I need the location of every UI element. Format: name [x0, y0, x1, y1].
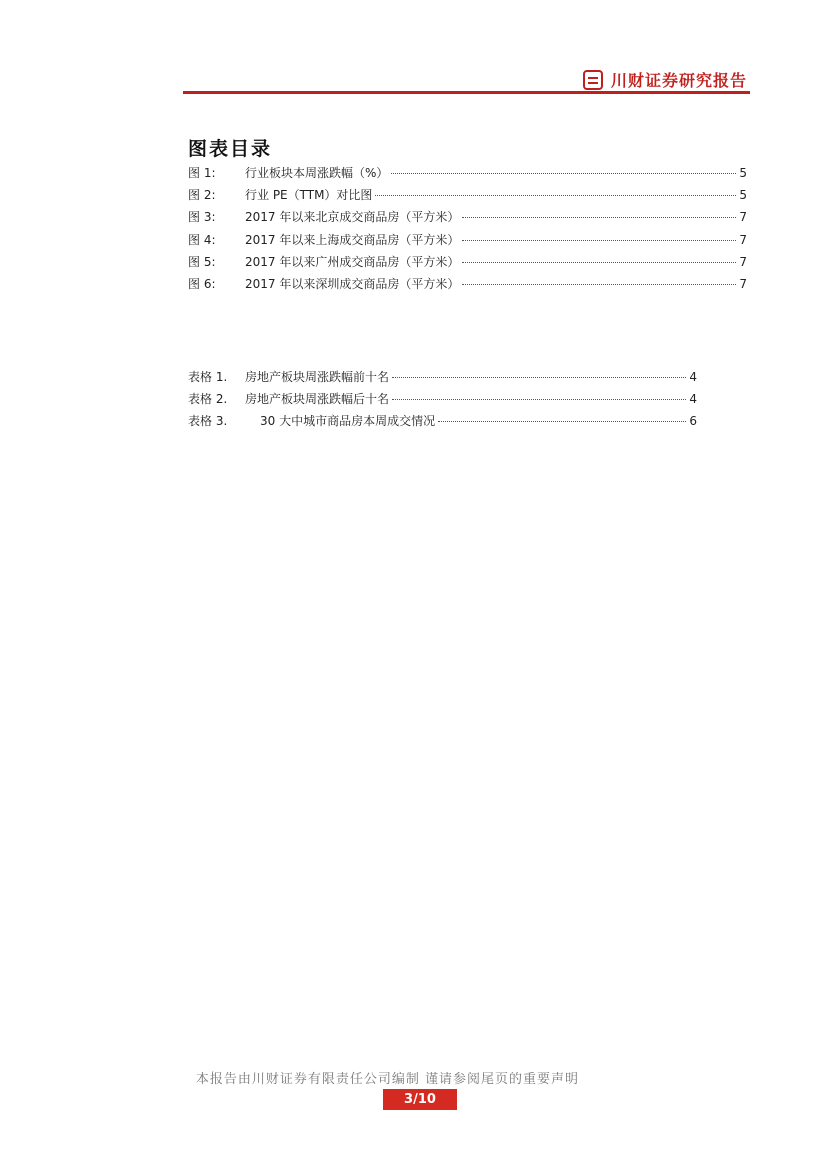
- entry-label: 图 3:: [188, 210, 216, 225]
- entry-label: 表格 2.: [188, 392, 228, 407]
- entry-page: 7: [739, 210, 747, 225]
- entry-label: 图 1:: [188, 166, 216, 180]
- dot-leader: [375, 194, 736, 196]
- table-list: [188, 368, 697, 435]
- toc-entry-figure-5[interactable]: [188, 253, 747, 275]
- entry-page: 7: [739, 254, 747, 269]
- entry-label: 图 2:: [188, 188, 216, 203]
- toc-title: 图表目录: [188, 138, 273, 160]
- entry-title: 房地产板块周涨跌幅前十名: [245, 370, 390, 384]
- entry-label: 表格 3.: [188, 414, 228, 429]
- entry-page: 4: [689, 370, 697, 384]
- dot-leader: [391, 172, 736, 174]
- entry-label: 表格 1.: [188, 370, 228, 384]
- entry-title: 行业 PE（TTM）对比图: [245, 188, 373, 203]
- entry-label: 图 4:: [188, 232, 216, 247]
- chuancai-logo-icon: [583, 70, 603, 90]
- entry-page: 6: [689, 414, 697, 429]
- entry-page: 5: [739, 166, 747, 180]
- dot-leader: [462, 261, 736, 263]
- dot-leader: [462, 239, 736, 241]
- toc-entry-figure-4[interactable]: [188, 231, 747, 253]
- entry-title: 2017 年以来上海成交商品房（平方米）: [245, 232, 460, 247]
- dot-leader: [462, 216, 736, 218]
- toc-entry-figure-6[interactable]: [188, 275, 747, 297]
- dot-leader: [392, 398, 686, 400]
- toc-entry-figure-1[interactable]: [188, 164, 747, 186]
- entry-title: 2017 年以来北京成交商品房（平方米）: [245, 210, 460, 225]
- entry-page: 7: [739, 276, 747, 291]
- toc-entry-table-2[interactable]: [188, 390, 697, 412]
- header-rule: [183, 91, 750, 94]
- entry-title: 行业板块本周涨跌幅（%）: [245, 166, 389, 180]
- entry-page: 7: [739, 232, 747, 247]
- dot-leader: [462, 283, 736, 285]
- toc-entry-table-3[interactable]: [188, 412, 697, 434]
- toc-entry-figure-2[interactable]: [188, 186, 747, 208]
- entry-title: 房地产板块周涨跌幅后十名: [245, 392, 390, 407]
- entry-title: 2017 年以来广州成交商品房（平方米）: [245, 254, 460, 269]
- footer-disclaimer: 本报告由川财证券有限责任公司编制 谨请参阅尾页的重要声明: [195, 1072, 580, 1087]
- dot-leader: [438, 420, 686, 422]
- page-number-badge: 3/10: [383, 1089, 457, 1110]
- entry-label: 图 5:: [188, 254, 216, 269]
- dot-leader: [392, 376, 686, 378]
- figure-list: [188, 164, 747, 297]
- toc-entry-table-1[interactable]: [188, 368, 697, 390]
- entry-title: 2017 年以来深圳成交商品房（平方米）: [245, 276, 460, 291]
- brand-name: 川财证券研究报告: [611, 71, 748, 90]
- entry-page: 5: [739, 188, 747, 203]
- header-brand: [583, 68, 747, 91]
- entry-title: 30 大中城市商品房本周成交情况: [260, 414, 436, 429]
- entry-label: 图 6:: [188, 276, 216, 291]
- toc-entry-figure-3[interactable]: [188, 208, 747, 230]
- entry-page: 4: [689, 392, 697, 407]
